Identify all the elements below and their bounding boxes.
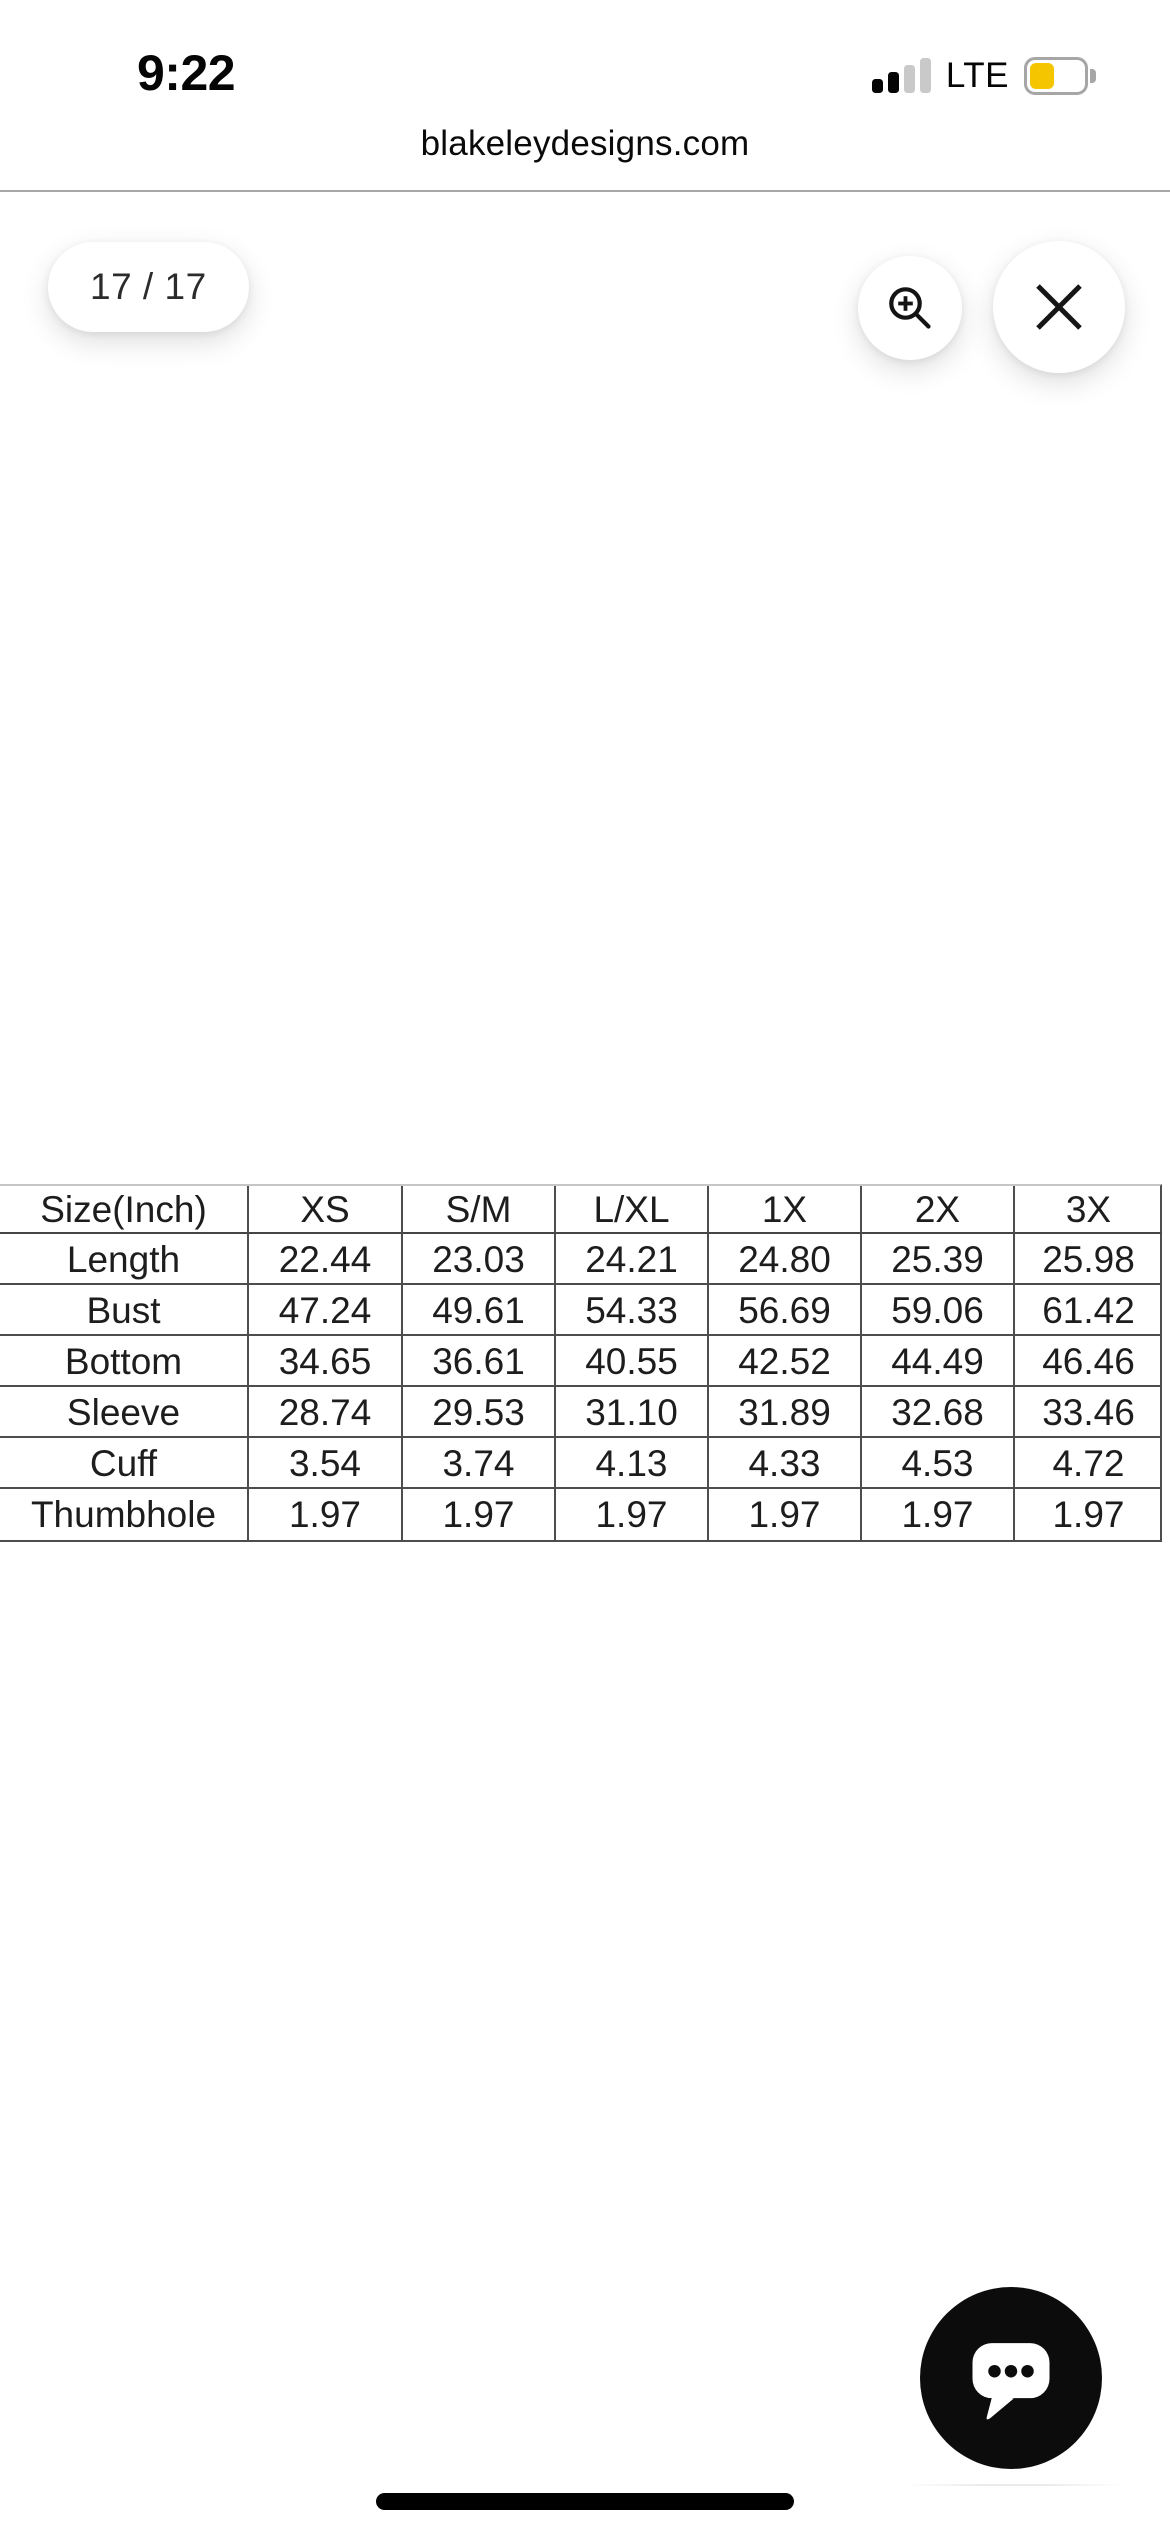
row-label: Cuff — [0, 1438, 249, 1489]
measurement-value: 25.98 — [1015, 1234, 1162, 1285]
column-header: 1X — [709, 1186, 862, 1234]
close-icon — [1027, 275, 1091, 339]
column-header: Size(Inch) — [0, 1186, 249, 1234]
measurement-value: 47.24 — [249, 1285, 403, 1336]
measurement-value: 1.97 — [1052, 1494, 1125, 1535]
footer-hairline — [905, 2484, 1123, 2486]
table-row — [0, 1387, 1160, 1438]
measurement-value: 31.10 — [556, 1387, 709, 1438]
column-header: XS — [249, 1186, 403, 1234]
column-header: S/M — [403, 1186, 556, 1234]
table-row — [0, 1489, 1160, 1540]
measurement-value: 46.46 — [1015, 1336, 1162, 1387]
chat-bubble-icon — [956, 2323, 1066, 2433]
battery-icon — [1024, 57, 1096, 95]
measurement-value: 31.89 — [709, 1387, 862, 1438]
measurement-value: 40.55 — [556, 1336, 709, 1387]
measurement-value: 44.49 — [862, 1336, 1015, 1387]
measurement-value: 4.72 — [1015, 1438, 1162, 1489]
row-label: Bust — [0, 1285, 249, 1336]
column-header: L/XL — [556, 1186, 709, 1234]
signal-bar — [904, 65, 915, 93]
measurement-value: 56.69 — [709, 1285, 862, 1336]
measurement-value: 29.53 — [403, 1387, 556, 1438]
row-label: Length — [0, 1234, 249, 1285]
measurement-value: 25.39 — [862, 1234, 1015, 1285]
header-divider — [0, 190, 1170, 192]
measurement-value: 23.03 — [403, 1234, 556, 1285]
status-time: 9:22 — [137, 45, 236, 101]
row-label: Thumbhole — [0, 1489, 249, 1540]
measurement-value: 34.65 — [249, 1336, 403, 1387]
table-row — [0, 1285, 1160, 1336]
home-indicator[interactable] — [376, 2493, 794, 2510]
table-row — [0, 1234, 1160, 1285]
measurement-value: 4.53 — [862, 1438, 1015, 1489]
measurement-value: 33.46 — [1015, 1387, 1162, 1438]
measurement-value: 1.97 — [556, 1489, 709, 1540]
measurement-value: 54.33 — [556, 1285, 709, 1336]
measurement-value: 1.97 — [862, 1489, 1015, 1540]
network-type-label: LTE — [945, 56, 1009, 95]
battery-fill — [1030, 63, 1054, 89]
measurement-value: 1.97 — [249, 1489, 403, 1540]
image-counter-badge: 17 / 17 — [48, 242, 249, 332]
chat-button[interactable] — [920, 2287, 1102, 2469]
measurement-value: 24.21 — [556, 1234, 709, 1285]
measurement-value: 1.97 — [403, 1489, 556, 1540]
column-header: 2X — [862, 1186, 1015, 1234]
signal-bar — [920, 58, 931, 93]
measurement-value: 32.68 — [862, 1387, 1015, 1438]
measurement-value: 59.06 — [862, 1285, 1015, 1336]
measurement-value: 42.52 — [709, 1336, 862, 1387]
column-header: 3X — [1015, 1186, 1162, 1234]
zoom-in-icon — [883, 281, 937, 335]
signal-bar — [872, 79, 883, 93]
url-label[interactable]: blakeleydesigns.com — [420, 124, 750, 163]
row-label: Sleeve — [0, 1387, 249, 1438]
measurement-value: 36.61 — [403, 1336, 556, 1387]
zoom-in-button[interactable] — [858, 256, 962, 360]
measurement-value: 24.80 — [709, 1234, 862, 1285]
signal-bar — [888, 72, 899, 93]
close-button[interactable] — [993, 241, 1125, 373]
cellular-signal-icon — [872, 58, 931, 94]
measurement-value: 49.61 — [403, 1285, 556, 1336]
status-right-cluster — [872, 54, 1096, 98]
battery-cap — [1090, 69, 1096, 83]
measurement-value: 61.42 — [1015, 1285, 1162, 1336]
measurement-value: 3.54 — [249, 1438, 403, 1489]
measurement-value: 3.74 — [403, 1438, 556, 1489]
battery-body — [1024, 57, 1088, 95]
size-chart-table — [0, 1184, 1162, 1542]
measurement-value: 1.97 — [709, 1489, 862, 1540]
measurement-value: 28.74 — [249, 1387, 403, 1438]
size-chart-header-row — [0, 1186, 1160, 1234]
measurement-value: 4.13 — [556, 1438, 709, 1489]
table-row — [0, 1336, 1160, 1387]
row-label: Bottom — [0, 1336, 249, 1387]
measurement-value: 4.33 — [709, 1438, 862, 1489]
table-row — [0, 1438, 1160, 1489]
measurement-value: 22.44 — [249, 1234, 403, 1285]
